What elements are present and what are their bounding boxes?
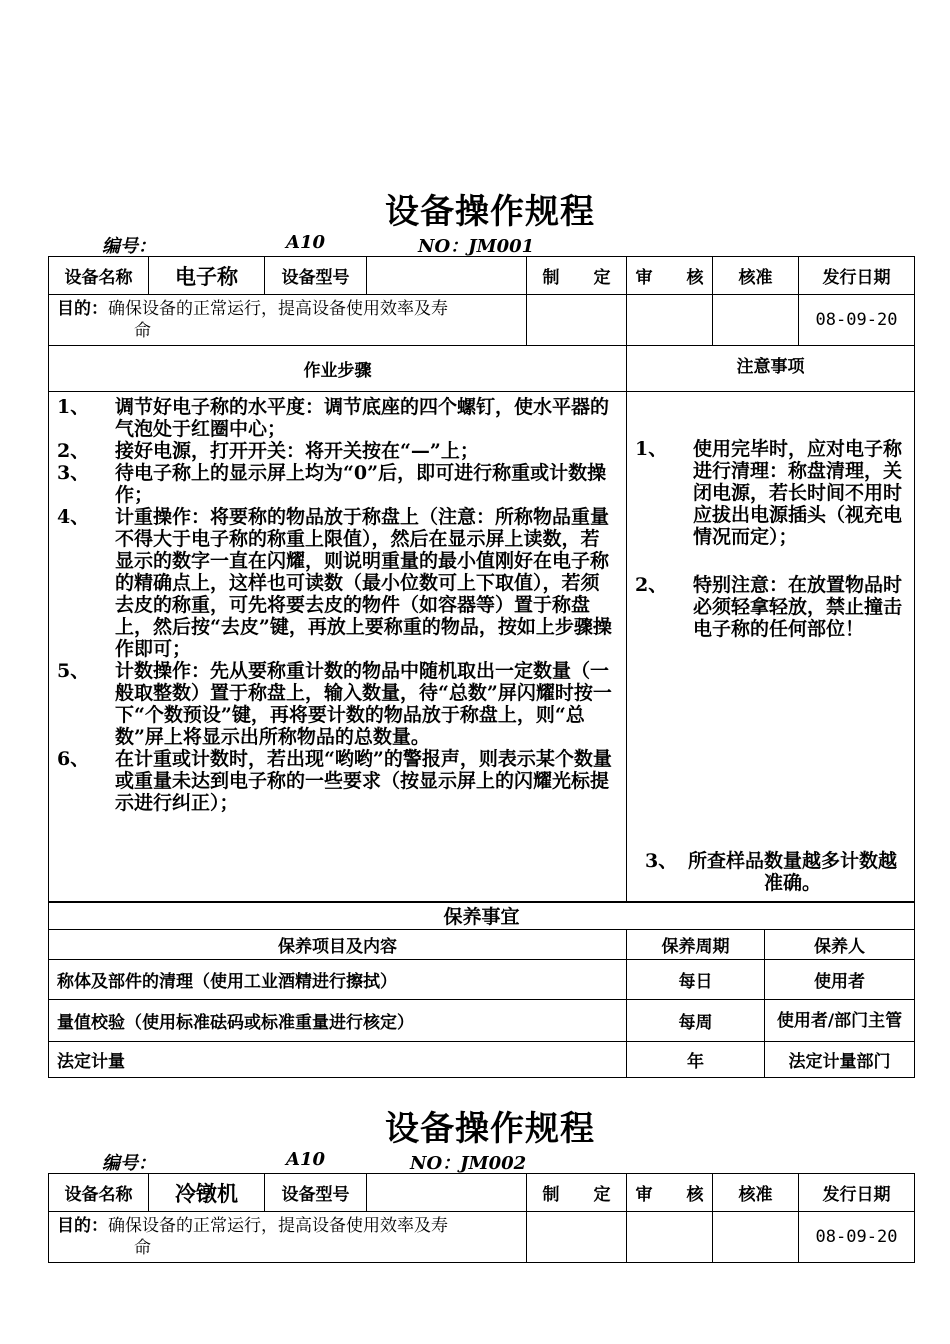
equipment-name-value: 冷镦机 bbox=[149, 1174, 265, 1212]
code-label: 编号： bbox=[102, 1153, 156, 1174]
code-dept: A10 bbox=[286, 1149, 326, 1170]
maintenance-person: 法定计量部门 bbox=[765, 1042, 915, 1078]
approved-by-value bbox=[713, 295, 799, 346]
purpose-label: 目的： bbox=[57, 1216, 108, 1236]
purpose-label: 目的： bbox=[57, 299, 108, 319]
note-item bbox=[645, 850, 900, 894]
note-number: 3、 bbox=[645, 850, 678, 872]
approved-by-label: 核准 bbox=[713, 257, 799, 295]
code-dept: A10 bbox=[286, 232, 326, 253]
issue-date-label: 发行日期 bbox=[799, 1174, 915, 1212]
purpose-text-cont: 命 bbox=[134, 321, 151, 341]
note-number: 2、 bbox=[635, 574, 668, 596]
step-number: 4、 bbox=[57, 506, 90, 528]
purpose-text: 确保设备的正常运行，提高设备使用效率及寿 bbox=[108, 1216, 448, 1236]
step-text: 计重操作：将要称的物品放于称盘上（注意：所称物品重量不得大于电子称的称重上限值），然后在显示屏上读数，若显示的数字一直在闪耀，则说明重量的最小值刚好在电子称的精确点上，这样也可读数（最小位数可上下取值），若须去皮的称重，可先将要去皮的物件（如容器等）置于称盘上，然后按“去皮”键，再放上要称重的物品，按如上步骤操作即可； bbox=[115, 506, 612, 660]
step-item bbox=[57, 440, 618, 462]
approved-by-value bbox=[713, 1212, 799, 1263]
note-item bbox=[635, 438, 906, 548]
step-item bbox=[57, 462, 618, 506]
made-by-value bbox=[527, 1212, 627, 1263]
step-text: 接好电源，打开开关：将开关按在“—”上； bbox=[115, 440, 479, 462]
step-item bbox=[57, 748, 618, 814]
maintenance-person: 使用者 bbox=[765, 960, 915, 1000]
steps-heading: 作业步骤 bbox=[49, 346, 627, 392]
notes-heading: 注意事项 bbox=[627, 346, 915, 392]
note-number: 1、 bbox=[635, 438, 668, 460]
purpose-text-cont: 命 bbox=[134, 1238, 151, 1258]
step-text: 待电子称上的显示屏上均为“0”后，即可进行称重或计数操作； bbox=[115, 462, 607, 506]
issue-date-label: 发行日期 bbox=[799, 257, 915, 295]
note-item bbox=[635, 574, 906, 640]
equipment-name-value: 电子称 bbox=[149, 257, 265, 295]
code-label: 编号： bbox=[102, 236, 156, 257]
maintenance-row bbox=[49, 1000, 915, 1042]
equipment-model-value bbox=[367, 1174, 527, 1212]
maintenance-row bbox=[49, 960, 915, 1000]
page-title-2: 设备操作规程 bbox=[385, 1109, 595, 1149]
code-number: NO：JM002 bbox=[410, 1153, 527, 1174]
maintenance-col-person: 保养人 bbox=[765, 930, 915, 960]
maintenance-table bbox=[48, 901, 915, 1078]
code-number: NO：JM001 bbox=[418, 236, 535, 257]
maintenance-title: 保养事宜 bbox=[49, 902, 915, 930]
equipment-name-label: 设备名称 bbox=[49, 1174, 149, 1212]
made-by-label: 制 定 bbox=[527, 1174, 627, 1212]
maintenance-col-cycle: 保养周期 bbox=[627, 930, 765, 960]
maintenance-cycle: 每日 bbox=[627, 960, 765, 1000]
maintenance-item: 称体及部件的清理（使用工业酒精进行擦拭） bbox=[49, 960, 627, 1000]
equipment-model-label: 设备型号 bbox=[265, 1174, 367, 1212]
note-text: 特别注意：在放置物品时必须轻拿轻放，禁止撞击电子称的任何部位！ bbox=[693, 574, 903, 640]
maintenance-item: 法定计量 bbox=[49, 1042, 627, 1078]
reviewed-by-value bbox=[627, 295, 713, 346]
maintenance-cycle: 每周 bbox=[627, 1000, 765, 1042]
reviewed-by-label: 审 核 bbox=[627, 1174, 713, 1212]
note-text: 使用完毕时，应对电子称进行清理：称盘清理，关闭电源，若长时间不用时应拔出电源插头（视充电情况而定）； bbox=[693, 438, 903, 548]
step-text: 调节好电子称的水平度：调节底座的四个螺钉，使水平器的气泡处于红圈中心； bbox=[115, 396, 610, 440]
step-number: 6、 bbox=[57, 748, 90, 770]
header-table-2 bbox=[48, 1173, 915, 1263]
equipment-name-label: 设备名称 bbox=[49, 257, 149, 295]
purpose-cell bbox=[49, 295, 527, 346]
reviewed-by-label: 审 核 bbox=[627, 257, 713, 295]
step-text: 计数操作：先从要称重计数的物品中随机取出一定数量（一般取整数）置于称盘上，输入数量，待“总数”屏闪耀时按一下“个数预设”键，再将要计数的物品放于称盘上，则“总数”屏上将显示出所称物品的总数量。 bbox=[115, 660, 612, 748]
equipment-model-label: 设备型号 bbox=[265, 257, 367, 295]
notes-cell bbox=[627, 392, 915, 903]
page-title: 设备操作规程 bbox=[385, 192, 595, 232]
step-item bbox=[57, 396, 618, 440]
note-text: 所查样品数量越多计数越准确。 bbox=[687, 850, 897, 894]
maintenance-cycle: 年 bbox=[627, 1042, 765, 1078]
step-item bbox=[57, 660, 618, 748]
made-by-label: 制 定 bbox=[527, 257, 627, 295]
maintenance-col-item: 保养项目及内容 bbox=[49, 930, 627, 960]
step-number: 3、 bbox=[57, 462, 90, 484]
step-item bbox=[57, 506, 618, 660]
steps-cell bbox=[49, 392, 627, 903]
procedure-table bbox=[48, 345, 915, 903]
step-number: 1、 bbox=[57, 396, 90, 418]
issue-date-value: 08-09-20 bbox=[799, 1212, 915, 1263]
issue-date-value: 08-09-20 bbox=[799, 295, 915, 346]
step-text: 在计重或计数时，若出现“哟哟”的警报声，则表示某个数量或重量未达到电子称的一些要求（按显示屏上的闪耀光标提示进行纠正）； bbox=[115, 748, 612, 814]
maintenance-person: 使用者/部门主管 bbox=[765, 1000, 915, 1042]
purpose-cell bbox=[49, 1212, 527, 1263]
step-number: 5、 bbox=[57, 660, 90, 682]
step-number: 2、 bbox=[57, 440, 90, 462]
header-table bbox=[48, 256, 915, 346]
reviewed-by-value bbox=[627, 1212, 713, 1263]
maintenance-row bbox=[49, 1042, 915, 1078]
steps-list bbox=[57, 396, 618, 814]
maintenance-item: 量值校验（使用标准砝码或标准重量进行核定） bbox=[49, 1000, 627, 1042]
made-by-value bbox=[527, 295, 627, 346]
approved-by-label: 核准 bbox=[713, 1174, 799, 1212]
purpose-text: 确保设备的正常运行，提高设备使用效率及寿 bbox=[108, 299, 448, 319]
equipment-model-value bbox=[367, 257, 527, 295]
